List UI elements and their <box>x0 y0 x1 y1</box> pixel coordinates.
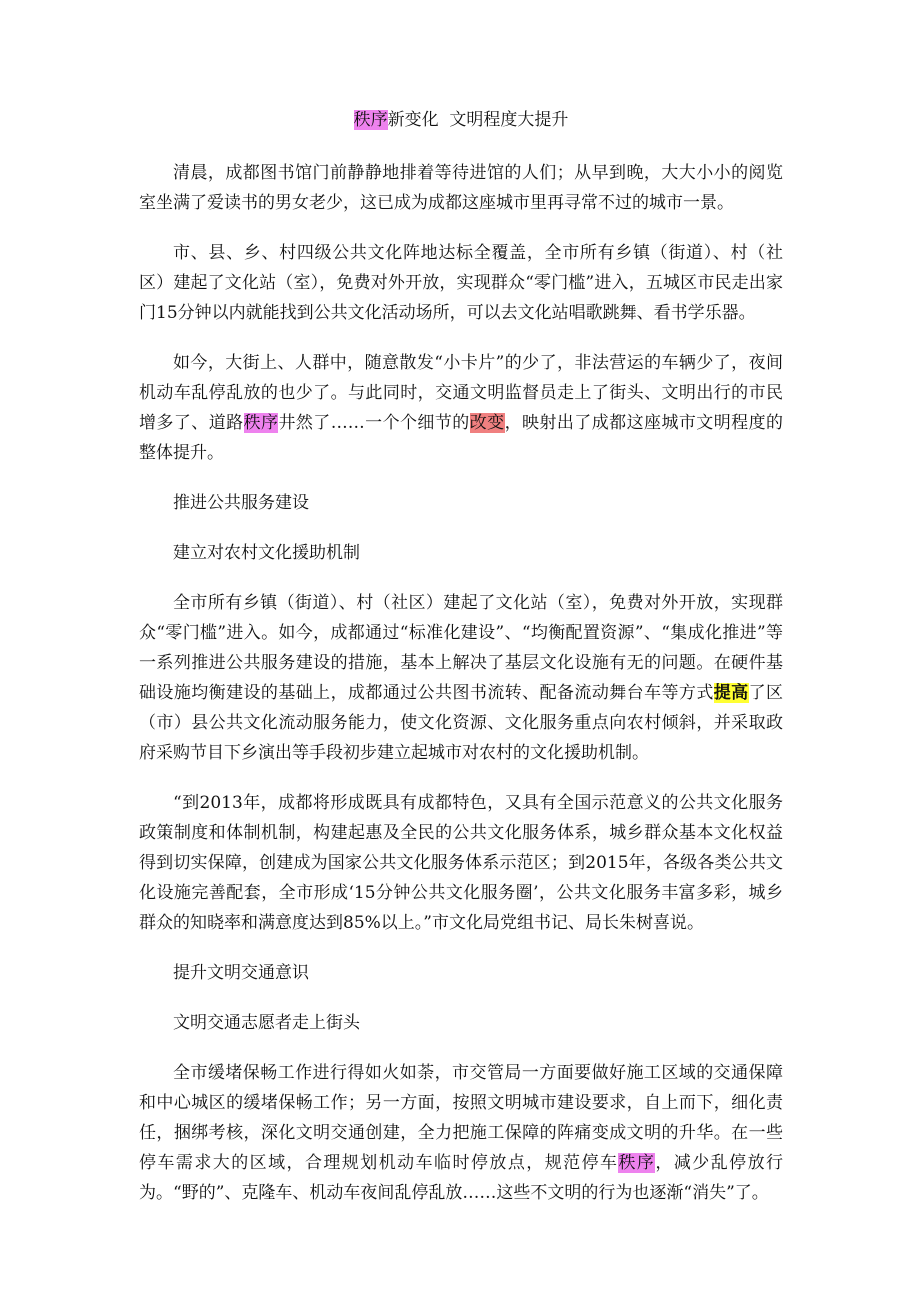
paragraph-3 <box>139 348 783 468</box>
highlight-zhixu: 秩序 <box>243 413 279 433</box>
highlight-tigao: 提高 <box>713 683 749 703</box>
paragraph-4-text-a: 全市所有乡镇（街道）、村（社区）建起了文化站（室），免费对外开放，实现群众“零门槛”进入。如今，成都通过“标准化建设”、“均衡配置资源”、“集成化推进”等一系列推进公共服务建设的措施，基本上解决了基层文化设施有无的问题。在硬件基础设施均衡建设的基础上，成都通过公共图书流转、配备流动舞台车等方式 <box>139 593 783 703</box>
section-heading-2: 建立对农村文化援助机制 <box>173 543 360 563</box>
paragraph-4-text-b: 了区（市）县公共文化流动服务能力，使文化资源、文化服务重点向农村倾斜，并采取政府采购节目下乡演出等手段初步建立起城市对农村的文化援助机制。 <box>139 683 784 763</box>
title-highlight: 秩序 <box>353 110 388 130</box>
section-heading-1: 推进公共服务建设 <box>173 493 309 513</box>
paragraph-6-text-b: ，减少乱停放行为。“野的”、克隆车、机动车夜间乱停乱放……这些不文明的行为也逐渐“消失”了。 <box>139 1153 784 1203</box>
highlight-zhixu-2: 秩序 <box>618 1153 656 1173</box>
document-page <box>139 108 783 1228</box>
paragraph-6 <box>139 1058 783 1208</box>
paragraph-4 <box>139 588 783 768</box>
paragraph-2: 市、县、乡、村四级公共文化阵地达标全覆盖，全市所有乡镇（街道）、村（社区）建起了文化站（室），免费对外开放，实现群众“零门槛”进入，五城区市民走出家门15分钟以内就能找到公共文化活动场所，可以去文化站唱歌跳舞、看书学乐器。 <box>139 243 783 323</box>
paragraph-3-text-a: 如今，大街上、人群中，随意散发“小卡片”的少了，非法营运的车辆少了，夜间机动车乱停乱放的也少了。与此同时，交通文明监督员走上了街头、文明出行的市民增多了、道路 <box>139 353 783 433</box>
document-title <box>139 108 783 132</box>
title-text: 新变化 文明程度大提升 <box>387 110 569 130</box>
paragraph-3-text-b: 井然了……一个个细节的 <box>278 413 470 433</box>
paragraph-5-quote: “到2013年，成都将形成既具有成都特色，又具有全国示范意义的公共文化服务政策制度和体制机制，构建起惠及全民的公共文化服务体系，城乡群众基本文化权益得到切实保障，创建成为国家公共文化服务体系示范区；到2015年，各级各类公共文化设施完善配套，全市形成‘15分钟公共文化服务圈’，公共文化服务丰富多彩，城乡群众的知晓率和满意度达到85%以上。”市文化局党组书记、局长朱树喜说。 <box>139 793 783 933</box>
paragraph-6-text-a: 全市缓堵保畅工作进行得如火如荼，市交管局一方面要做好施工区域的交通保障和中心城区的缓堵保畅工作；另一方面，按照文明城市建设要求，自上而下，细化责任，捆绑考核，深化文明交通创建，全力把施工保障的阵痛变成文明的升华。在一些停车需求大的区域，合理规划机动车临时停放点，规范停车 <box>139 1063 783 1173</box>
section-heading-4: 文明交通志愿者走上街头 <box>173 1013 360 1033</box>
section-heading-3: 提升文明交通意识 <box>173 963 309 983</box>
paragraph-3-text-c: ，映射出了成都这座城市文明程度的整体提升。 <box>139 413 784 463</box>
highlight-gaibian: 改变 <box>469 413 505 433</box>
paragraph-1: 清晨，成都图书馆门前静静地排着等待进馆的人们；从早到晚，大大小小的阅览室坐满了爱读书的男女老少，这已成为成都这座城市里再寻常不过的城市一景。 <box>139 163 783 213</box>
